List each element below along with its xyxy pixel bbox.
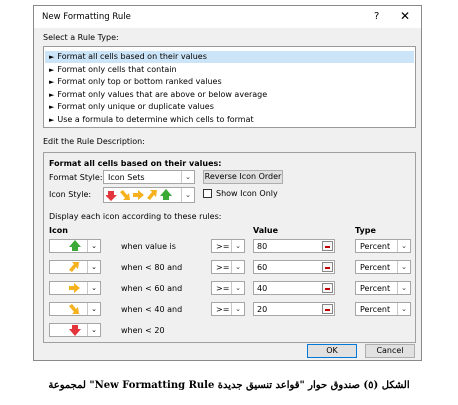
rule-type-label: Select a Rule Type: bbox=[43, 33, 119, 42]
triangle-icon: ► bbox=[49, 78, 55, 86]
type-dropdown-1[interactable] bbox=[355, 239, 411, 253]
rule-type-item-label: Format only cells that contain bbox=[57, 65, 177, 74]
rule-type-item[interactable] bbox=[45, 51, 414, 63]
rule-type-item[interactable] bbox=[45, 101, 414, 113]
rule-condition-2: when < 80 and bbox=[121, 263, 183, 272]
chevron-down-icon: ⌄ bbox=[231, 282, 244, 294]
collapse-range-icon[interactable] bbox=[322, 304, 333, 314]
collapse-range-icon[interactable] bbox=[322, 241, 333, 251]
icon-dropdown-4[interactable] bbox=[49, 302, 101, 316]
icon-dropdown-2[interactable] bbox=[49, 260, 101, 274]
value-input-4[interactable] bbox=[253, 302, 335, 316]
format-style-dropdown[interactable] bbox=[103, 170, 195, 184]
chevron-down-icon: ⌄ bbox=[397, 240, 410, 252]
rule-condition-1: when value is bbox=[121, 242, 176, 251]
operator-dropdown-2[interactable] bbox=[211, 260, 245, 274]
chevron-down-icon: ⌄ bbox=[87, 282, 100, 294]
right-arrow-icon bbox=[68, 282, 82, 294]
operator-dropdown-1[interactable] bbox=[211, 239, 245, 253]
rule-condition-5: when < 20 bbox=[121, 326, 165, 335]
rule-description-panel bbox=[43, 152, 416, 343]
type-dropdown-2[interactable] bbox=[355, 260, 411, 274]
icon-dropdown-1[interactable] bbox=[49, 239, 101, 253]
type-value: Percent bbox=[360, 305, 391, 314]
format-style-label: Format Style: bbox=[49, 173, 103, 182]
value-input-2[interactable] bbox=[253, 260, 335, 274]
value-column-header: Value bbox=[253, 226, 279, 235]
value-text: 60 bbox=[257, 263, 268, 272]
down-right-arrow-icon bbox=[68, 303, 82, 315]
collapse-range-icon[interactable] bbox=[322, 283, 333, 293]
rule-type-item[interactable] bbox=[45, 89, 414, 101]
rule-type-item-label: Format only top or bottom ranked values bbox=[57, 77, 222, 86]
icon-style-dropdown[interactable] bbox=[103, 187, 195, 203]
triangle-icon: ► bbox=[49, 91, 55, 99]
chevron-down-icon: ⌄ bbox=[87, 261, 100, 273]
description-heading: Format all cells based on their values: bbox=[49, 159, 222, 168]
chevron-down-icon: ⌄ bbox=[87, 324, 100, 336]
help-icon[interactable]: ? bbox=[374, 11, 380, 22]
triangle-icon: ► bbox=[49, 103, 55, 111]
value-text: 40 bbox=[257, 284, 268, 293]
chevron-down-icon: ⌄ bbox=[231, 240, 244, 252]
ok-button[interactable]: OK bbox=[307, 344, 357, 358]
triangle-icon: ► bbox=[49, 66, 55, 74]
reverse-icon-order-button[interactable]: Reverse Icon Order bbox=[203, 170, 283, 184]
type-value: Percent bbox=[360, 284, 391, 293]
type-dropdown-4[interactable] bbox=[355, 302, 411, 316]
show-icon-only-label: Show Icon Only bbox=[216, 189, 278, 198]
chevron-down-icon: ⌄ bbox=[231, 261, 244, 273]
chevron-down-icon: ⌄ bbox=[397, 261, 410, 273]
dialog-title: New Formatting Rule bbox=[42, 12, 131, 22]
icon-dropdown-3[interactable] bbox=[49, 281, 101, 295]
value-text: 80 bbox=[257, 242, 268, 251]
chevron-down-icon: ⌄ bbox=[397, 282, 410, 294]
chevron-down-icon: ⌄ bbox=[397, 303, 410, 315]
triangle-icon: ► bbox=[49, 116, 55, 124]
display-rules-text: Display each icon according to these rules: bbox=[49, 212, 222, 221]
type-value: Percent bbox=[360, 263, 391, 272]
rule-condition-3: when < 60 and bbox=[121, 284, 183, 293]
type-value: Percent bbox=[360, 242, 391, 251]
cancel-button[interactable]: Cancel bbox=[365, 344, 415, 358]
icon-style-label: Icon Style: bbox=[49, 190, 92, 199]
close-icon[interactable]: ✕ bbox=[400, 9, 411, 23]
rule-condition-4: when < 40 and bbox=[121, 305, 183, 314]
rule-type-item-label: Format all cells based on their values bbox=[57, 52, 207, 61]
chevron-down-icon: ⌄ bbox=[181, 188, 194, 202]
up-right-arrow-icon bbox=[147, 190, 157, 200]
value-input-3[interactable] bbox=[253, 281, 335, 295]
chevron-down-icon: ⌄ bbox=[87, 240, 100, 252]
up-right-arrow-icon bbox=[68, 261, 82, 273]
down-arrow-icon bbox=[68, 324, 82, 336]
operator-value: >= bbox=[216, 263, 230, 272]
rule-type-item-label: Format only unique or duplicate values bbox=[57, 102, 214, 111]
collapse-range-icon[interactable] bbox=[322, 262, 333, 272]
icon-set-preview bbox=[106, 188, 184, 202]
chevron-down-icon: ⌄ bbox=[87, 303, 100, 315]
show-icon-only-checkbox[interactable] bbox=[203, 189, 212, 198]
down-right-arrow-icon bbox=[120, 190, 130, 200]
down-arrow-icon bbox=[106, 191, 117, 201]
rule-type-list[interactable] bbox=[43, 46, 416, 128]
chevron-down-icon: ⌄ bbox=[181, 171, 194, 183]
operator-dropdown-3[interactable] bbox=[211, 281, 245, 295]
value-input-1[interactable] bbox=[253, 239, 335, 253]
up-arrow-icon bbox=[160, 189, 172, 200]
rule-type-item[interactable] bbox=[45, 64, 414, 76]
operator-value: >= bbox=[216, 284, 230, 293]
operator-value: >= bbox=[216, 305, 230, 314]
operator-dropdown-4[interactable] bbox=[211, 302, 245, 316]
type-column-header: Type bbox=[355, 226, 376, 235]
icon-column-header: Icon bbox=[49, 226, 68, 235]
new-formatting-rule-dialog bbox=[33, 5, 422, 361]
rule-type-item-label: Format only values that are above or below average bbox=[57, 90, 268, 99]
triangle-icon: ► bbox=[49, 53, 55, 61]
chevron-down-icon: ⌄ bbox=[231, 303, 244, 315]
operator-value: >= bbox=[216, 242, 230, 251]
icon-dropdown-5[interactable] bbox=[49, 323, 101, 337]
rule-type-item[interactable] bbox=[45, 76, 414, 88]
up-arrow-icon bbox=[68, 240, 82, 252]
value-text: 20 bbox=[257, 305, 268, 314]
format-style-value: Icon Sets bbox=[108, 173, 145, 182]
type-dropdown-3[interactable] bbox=[355, 281, 411, 295]
rule-type-item-label: Use a formula to determine which cells to format bbox=[57, 115, 254, 124]
figure-caption: الشكل (٥) صندوق حوار "قواعد تنسيق جديدة New Formatting Rule" لمجموعة bbox=[48, 380, 410, 391]
edit-description-label: Edit the Rule Description: bbox=[43, 137, 145, 146]
right-arrow-icon bbox=[133, 190, 144, 200]
rule-type-item[interactable] bbox=[45, 114, 414, 126]
title-bar bbox=[34, 6, 421, 28]
